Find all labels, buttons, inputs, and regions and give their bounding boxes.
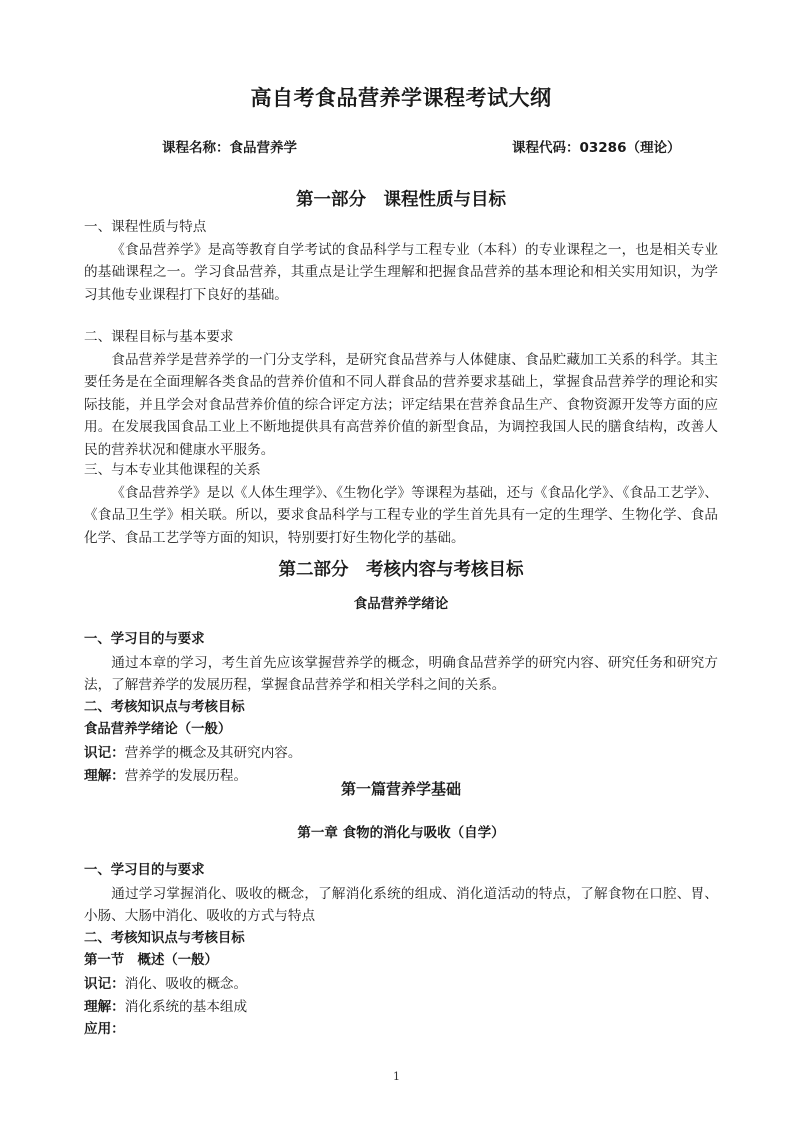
goal-heading: 一、学习目的与要求 xyxy=(84,863,205,878)
goal-heading: 一、学习目的与要求 xyxy=(84,632,205,647)
section-paragraph: 食品营养学是营养学的一门分支学科，是研究食品营养与人体健康、食品贮藏加工关系的科学。其主要任务是在全面理解各类食品的营养价值和不同人群食品的营养要求基础上，掌握食品营养学的理论和实际技能，并且学会对食品营养价值的综合评定方法；评定结果在营养食品生产、食物资源开发等方面的应用。在发展我国食品工业上不断地提供具有高营养价值的新型食品，为调控我国人民的膳食结构，改善人民的营养状况和健康水平服务。 xyxy=(84,351,718,458)
objective-item xyxy=(84,973,718,996)
goal-paragraph: 通过本章的学习，考生首先应该掌握营养学的概念，明确食品营养学的研究内容、研究任务和研究方法，了解营养学的发展历程，掌握食品营养学和相关学科之间的关系。 xyxy=(84,654,718,694)
section-heading: 一、课程性质与特点 xyxy=(84,219,207,235)
objective-item xyxy=(84,996,718,1019)
part2-heading: 第二部分 考核内容与考核目标 xyxy=(278,560,524,580)
objective-text: 消化、吸收的概念。 xyxy=(124,975,248,992)
goal-paragraph: 通过学习掌握消化、吸收的概念，了解消化系统的组成、消化道活动的特点，了解食物在口腔、胃、小肠、大肠中消化、吸收的方式与特点 xyxy=(84,885,718,925)
objective-text: 营养学的概念及其研究内容。 xyxy=(124,744,302,761)
points-heading: 二、考核知识点与考核目标 xyxy=(84,699,245,715)
objective-label: 应用： xyxy=(84,1021,125,1038)
section-heading: 第一节 概述（一般） xyxy=(84,953,218,969)
chapter1-heading: 第一章 食物的消化与吸收（自学） xyxy=(297,825,505,841)
objective-text: 营养学的发展历程。 xyxy=(124,767,248,784)
document-title: 高自考食品营养学课程考试大纲 xyxy=(250,86,552,110)
page-number: 1 xyxy=(393,1070,400,1083)
objective-label: 理解： xyxy=(84,998,125,1015)
objective-label: 识记： xyxy=(84,744,125,761)
objective-item xyxy=(84,742,718,765)
chapter1-block xyxy=(84,860,718,1041)
section-heading: 三、与本专业其他课程的关系 xyxy=(84,462,261,478)
section-paragraph: 《食品营养学》是高等教育自学考试的食品科学与工程专业（本科）的专业课程之一，也是相关专业的基础课程之一。学习食品营养，其重点是让学生理解和把握食品营养的基本理论和相关实用知识，为学习其他专业课程打下良好的基础。 xyxy=(84,241,718,303)
topic-heading: 食品营养学绪论（一般） xyxy=(84,722,232,738)
part1-heading: 第一部分 课程性质与目标 xyxy=(296,190,506,210)
intro-block xyxy=(84,629,718,787)
objective-label: 理解： xyxy=(84,767,125,784)
course-name: 课程名称：食品营养学 xyxy=(162,140,297,156)
section-paragraph: 《食品营养学》是以《人体生理学》、《生物化学》等课程为基础，还与《食品化学》、《食品工艺学》、《食品卫生学》相关联。所以，要求食品科学与工程专业的学生首先具有一定的生理学、生物化学、食品化学、食品工艺学等方面的知识，特别要打好生物化学的基础。 xyxy=(84,484,718,546)
part1-section-3 xyxy=(84,459,718,549)
part1-section-1 xyxy=(84,216,718,306)
points-heading: 二、考核知识点与考核目标 xyxy=(84,930,245,946)
section-heading: 二、课程目标与基本要求 xyxy=(84,329,234,345)
part1-section-2 xyxy=(84,326,718,462)
objective-text: 消化系统的基本组成 xyxy=(124,998,248,1015)
objective-item xyxy=(84,1018,718,1041)
intro-heading: 食品营养学绪论 xyxy=(353,596,449,612)
objective-label: 识记： xyxy=(84,975,125,992)
pian1-heading: 第一篇营养学基础 xyxy=(340,780,461,798)
course-code: 课程代码：03286（理论） xyxy=(512,140,681,156)
